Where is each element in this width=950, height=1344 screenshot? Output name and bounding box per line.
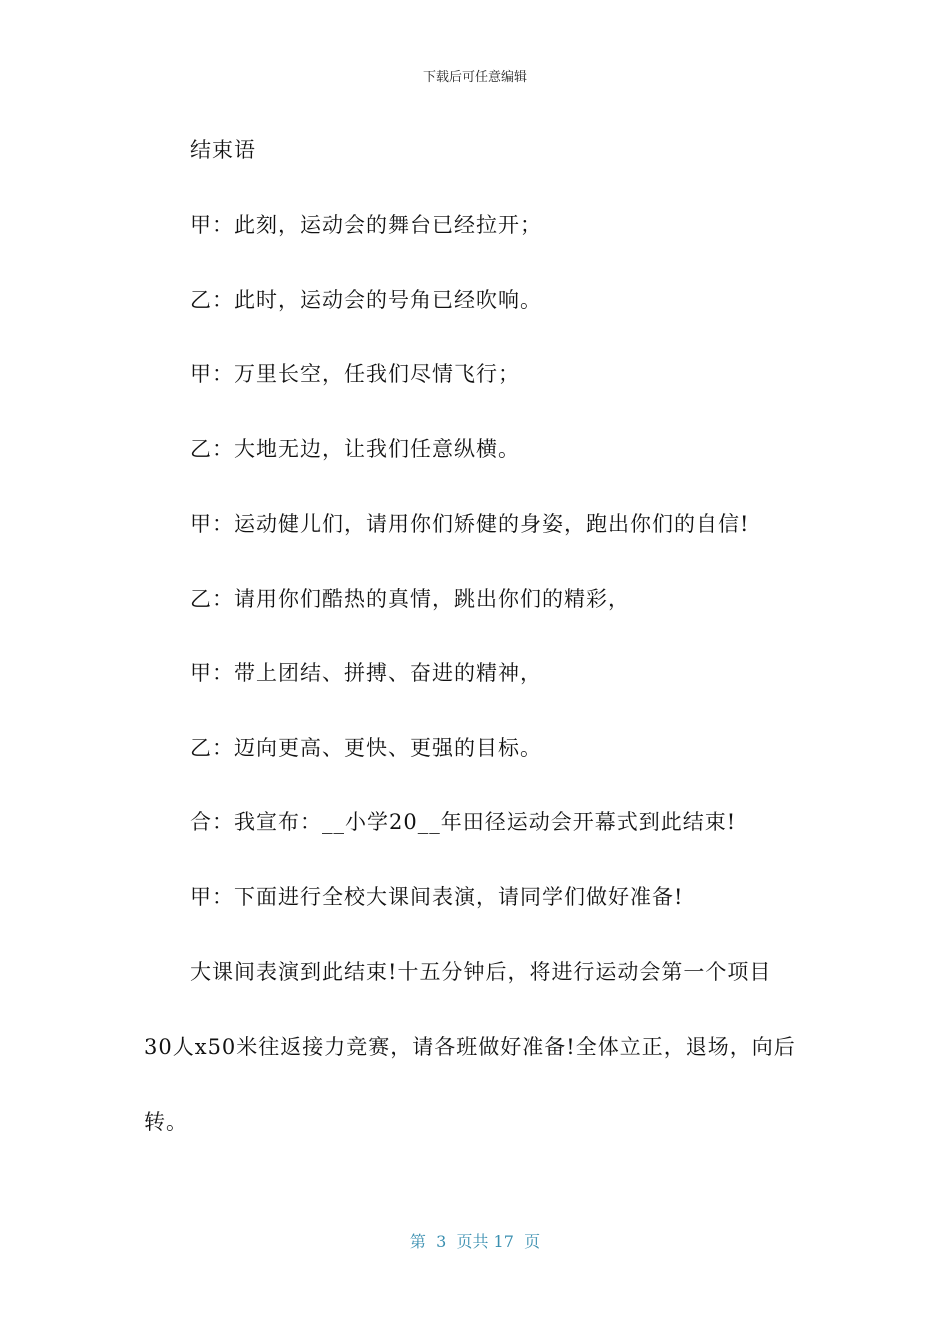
dialogue-line: 甲：运动健儿们，请用你们矫健的身姿，跑出你们的自信! bbox=[190, 512, 750, 536]
dialogue-line: 甲：万里长空，任我们尽情飞行； bbox=[190, 362, 520, 386]
dialogue-line: 乙：此时，运动会的号角已经吹响。 bbox=[190, 288, 542, 312]
dialogue-line: 乙：大地无边，让我们任意纵横。 bbox=[190, 437, 520, 461]
page-footer: 第 3 页共 17 页 bbox=[409, 1232, 541, 1251]
dialogue-line: 甲：带上团结、拼搏、奋进的精神， bbox=[190, 661, 542, 685]
page-header: 下载后可任意编辑 bbox=[422, 70, 527, 85]
section-heading: 结束语 bbox=[190, 138, 256, 162]
dialogue-line: 乙：请用你们酷热的真情，跳出你们的精彩， bbox=[190, 587, 630, 611]
dialogue-line: 甲：此刻，运动会的舞台已经拉开； bbox=[190, 213, 542, 237]
dialogue-line: 合：我宣布：__小学20__年田径运动会开幕式到此结束! bbox=[190, 810, 737, 834]
paragraph-line: 大课间表演到此结束!十五分钟后，将进行运动会第一个项目 bbox=[190, 960, 772, 984]
paragraph-line: 转。 bbox=[144, 1110, 188, 1134]
dialogue-line: 乙：迈向更高、更快、更强的目标。 bbox=[190, 736, 542, 760]
paragraph-line: 30人x50米往返接力竞赛，请各班做好准备!全体立正，退场，向后 bbox=[144, 1035, 796, 1059]
dialogue-line: 甲：下面进行全校大课间表演，请同学们做好准备! bbox=[190, 885, 684, 909]
